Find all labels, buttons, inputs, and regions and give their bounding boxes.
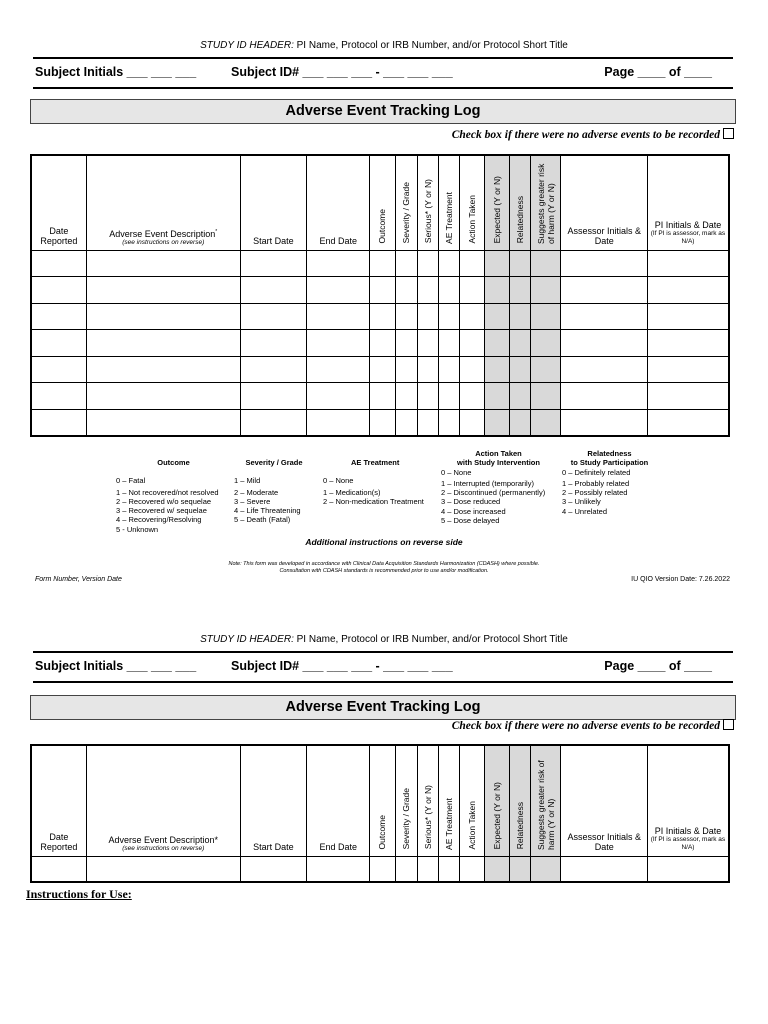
entry-cell[interactable] [240,856,306,882]
entry-cell[interactable] [510,356,531,383]
no-events-check-line [452,719,734,732]
divider [33,651,733,653]
entry-cell[interactable] [561,409,647,436]
study-id-header [0,40,768,51]
col-severity-label: Severity / Grade [401,182,412,244]
legend-item: 1 – Interrupted (temporarily) [441,478,534,488]
col-suggests-harm [531,745,561,856]
entry-cell[interactable] [485,409,510,436]
entry-cell[interactable] [485,356,510,383]
study-id-header-text: PI Name, Protocol or IRB Number, and/or Protocol Short Title [293,40,568,51]
entry-cell[interactable] [647,250,729,277]
entry-cell[interactable] [307,856,370,882]
entry-cell[interactable] [417,856,438,882]
col-date-reported [31,155,86,250]
entry-cell[interactable] [395,409,417,436]
entry-cell[interactable] [561,330,647,357]
col-ae-treatment-label: AE Treatment [443,191,454,244]
entry-cell[interactable] [395,356,417,383]
col-start-date [240,155,306,250]
entry-cell[interactable] [485,277,510,304]
entry-cell[interactable] [459,277,484,304]
entry-cell[interactable] [510,856,531,882]
entry-cell[interactable] [531,383,561,410]
legend-item: 5 - Unknown [116,524,159,534]
additional-instructions: Additional instructions on reverse side [305,537,463,547]
col-ae-description-sub: (see instructions on reverse) [122,844,205,852]
legend-severity-title: Severity / Grade [245,458,303,467]
col-date-reported [31,745,86,856]
entry-cell[interactable] [417,383,438,410]
ae-log-table [30,744,730,883]
col-ae-description: Adverse Event Description* (see instructions on reverse) [86,745,240,856]
col-start-date-label: Start Date [253,841,294,852]
col-ae-treatment [438,155,459,250]
entry-cell[interactable] [417,330,438,357]
entry-cell[interactable] [240,303,306,330]
entry-cell[interactable] [647,856,729,882]
subject-line [35,655,732,677]
entry-cell[interactable] [647,330,729,357]
entry-cell[interactable] [307,383,370,410]
legend-item: 1 – Mild [234,476,261,486]
entry-cell[interactable] [647,303,729,330]
legend-item: 1 – Medication(s) [323,487,381,497]
entry-cell[interactable] [531,277,561,304]
entry-cell[interactable] [86,277,240,304]
legend-severity [234,458,314,525]
col-expected [485,155,510,250]
col-action-taken [459,155,484,250]
col-outcome-label: Outcome [377,209,388,244]
no-events-checkbox[interactable] [723,128,734,139]
legend-treatment [323,458,433,506]
legend-item: 0 – None [323,476,354,486]
col-ae-description-sub: (see instructions on reverse) [122,238,205,246]
col-end-date [307,745,370,856]
col-serious-label: Serious* (Y or N) [422,179,433,244]
legend-item: 4 – Dose increased [441,506,506,516]
col-outcome [370,155,395,250]
no-events-check-line [452,128,734,141]
page-number-field[interactable]: Page ____ of ____ [604,65,712,79]
col-serious [417,155,438,250]
study-id-header-label: STUDY ID HEADER: [200,40,294,51]
col-suggests-harm-label: Suggests greater risk of harm (Y or N) [535,759,556,850]
entry-cell[interactable] [531,330,561,357]
entry-cell[interactable] [510,330,531,357]
legend-item: 4 – Recovering/Resolving [116,515,202,525]
entry-cell[interactable] [395,856,417,882]
legend-item: 0 – None [441,467,472,477]
legend-item: 5 – Death (Fatal) [234,515,291,525]
col-pi-initials-sub: (If PI is assessor, mark as N/A) [650,229,726,245]
col-pi-initials [647,155,729,250]
entry-cell[interactable] [307,409,370,436]
entry-cell[interactable] [459,409,484,436]
entry-cell[interactable] [307,277,370,304]
legend-outcome-title: Outcome [157,458,190,467]
legend-outcome [116,458,231,534]
legend-relatedness [562,449,657,516]
entry-cell[interactable] [531,303,561,330]
entry-cell[interactable] [647,409,729,436]
col-action-taken-label: Action Taken [466,800,477,850]
entry-cell[interactable] [31,856,86,882]
entry-cell[interactable] [370,277,395,304]
col-suggests-harm [531,155,561,250]
col-ae-description-label: Adverse Event Description [109,228,216,239]
legend-item: 0 – Definitely related [562,467,631,477]
legend-item: 2 – Possibly related [562,488,628,498]
legend-item: 0 – Fatal [116,476,146,486]
col-expected-label: Expected (Y or N) [492,176,503,244]
col-relatedness-label: Relatedness [515,802,526,850]
entry-cell[interactable] [240,409,306,436]
legend-item: 3 – Severe [234,496,271,506]
legend-item: 1 – Not recovered/not resolved [116,487,219,497]
entry-cell[interactable] [417,303,438,330]
divider [33,681,733,683]
entry-cell[interactable] [438,250,459,277]
entry-cell[interactable] [459,383,484,410]
no-events-label: Check box if there were no adverse events to be recorded [451,129,720,141]
col-end-date-label: End Date [319,841,357,852]
entry-cell[interactable] [395,277,417,304]
entry-cell[interactable] [86,303,240,330]
study-id-header-text: PI Name, Protocol or IRB Number, and/or Protocol Short Title [293,634,568,645]
cdash-note-line-2: Consultation with CDASH standards is recommended prior to use and/or modification. [279,568,489,574]
entry-cell[interactable] [240,330,306,357]
col-outcome-label: Outcome [377,815,388,850]
entry-cell[interactable] [240,356,306,383]
col-relatedness [510,745,531,856]
col-action-taken [459,745,484,856]
entry-cell[interactable] [31,409,86,436]
entry-cell[interactable] [86,330,240,357]
col-severity [395,155,417,250]
cdash-note [0,561,768,575]
col-severity [395,745,417,856]
table-row [31,383,729,410]
entry-cell[interactable] [647,383,729,410]
col-start-date [240,745,306,856]
subject-initials-field[interactable]: Subject Initials ___ ___ ___ [35,659,197,673]
form-number: Form Number, Version Date [35,576,122,583]
col-date-reported-label: Date Reported [40,225,78,246]
study-id-header [0,634,768,645]
entry-cell[interactable] [395,303,417,330]
legend-item: 3 – Unlikely [562,497,601,507]
table-row [31,277,729,304]
col-assessor-label: Assessor Initials & Date [567,831,641,852]
legend-item: 2 – Non-medication Treatment [323,496,424,506]
entry-cell[interactable] [438,409,459,436]
col-start-date-label: Start Date [253,235,294,246]
entry-cell[interactable] [531,409,561,436]
study-id-header-label: STUDY ID HEADER: [200,634,294,645]
entry-cell[interactable] [459,250,484,277]
page-number-field[interactable]: Page ____ of ____ [604,659,712,673]
entry-cell[interactable] [31,250,86,277]
subject-id-field[interactable]: Subject ID# ___ ___ ___ - ___ ___ ___ [231,659,453,673]
col-severity-label: Severity / Grade [401,788,412,850]
col-ae-treatment-label: AE Treatment [443,797,454,850]
col-relatedness-label: Relatedness [515,196,526,244]
entry-cell[interactable] [86,250,240,277]
entry-cell[interactable] [438,383,459,410]
legend-item: 3 – Recovered w/ sequelae [116,506,207,516]
entry-cell[interactable] [510,277,531,304]
entry-cell[interactable] [485,303,510,330]
col-expected-label: Expected (Y or N) [492,782,503,850]
entry-cell[interactable] [370,856,395,882]
subject-initials-field[interactable]: Subject Initials ___ ___ ___ [35,65,197,79]
entry-cell[interactable] [370,409,395,436]
legend-item: 2 – Moderate [234,487,279,497]
entry-cell[interactable] [417,277,438,304]
ae-log-table [30,154,730,437]
entry-cell[interactable] [417,250,438,277]
entry-cell[interactable] [459,330,484,357]
entry-cell[interactable] [86,409,240,436]
entry-cell[interactable] [531,250,561,277]
col-expected [485,745,510,856]
entry-cell[interactable] [510,383,531,410]
entry-cell[interactable] [417,409,438,436]
entry-cell[interactable] [86,856,240,882]
entry-cell[interactable] [459,856,484,882]
legend-action-title-1: Action Taken [475,449,522,458]
entry-cell[interactable] [240,277,306,304]
table-header-row [31,745,729,856]
entry-cell[interactable] [531,356,561,383]
col-end-date-label: End Date [319,235,357,246]
col-ae-treatment [438,745,459,856]
col-serious [417,745,438,856]
form-title: Adverse Event Tracking Log [30,99,736,124]
legend-item: 2 – Discontinued (permanently) [441,488,546,498]
legend-relatedness-title-2: to Study Participation [570,458,649,468]
entry-cell[interactable] [485,383,510,410]
legend-item: 1 – Probably related [562,478,630,488]
legend-relatedness-title-1: Relatedness [587,449,632,458]
col-suggests-harm-label: Suggests greater risk of harm (Y or N) [535,163,556,244]
entry-cell[interactable] [510,409,531,436]
col-pi-initials-label: PI Initials & Date [654,825,722,836]
entry-cell[interactable] [561,383,647,410]
entry-cell[interactable] [370,330,395,357]
legend-action-title-2: with Study Intervention [457,458,540,468]
entry-cell[interactable] [86,383,240,410]
version-date: IU QIO Version Date: 7.26.2022 [631,576,730,583]
col-end-date [307,155,370,250]
entry-cell[interactable] [395,250,417,277]
col-relatedness [510,155,531,250]
entry-cell[interactable] [531,856,561,882]
subject-id-field[interactable]: Subject ID# ___ ___ ___ - ___ ___ ___ [231,65,453,79]
col-ae-description-label: Adverse Event Description [108,834,215,845]
entry-cell[interactable] [417,356,438,383]
legend-item: 5 – Dose delayed [441,516,500,526]
entry-cell[interactable] [31,303,86,330]
entry-cell[interactable] [307,330,370,357]
entry-cell[interactable] [307,250,370,277]
entry-cell[interactable] [307,356,370,383]
entry-cell[interactable] [395,330,417,357]
entry-cell[interactable] [485,250,510,277]
entry-cell[interactable] [438,330,459,357]
legend-treatment-title: AE Treatment [351,458,400,467]
entry-cell[interactable] [31,330,86,357]
entry-cell[interactable] [438,303,459,330]
entry-cell[interactable] [31,277,86,304]
entry-cell[interactable] [561,856,647,882]
col-assessor [561,155,647,250]
table-row [31,250,729,277]
col-pi-initials-sub: (If PI is assessor, mark as N/A) [650,835,726,851]
table-header-row [31,155,729,250]
legend-item: 4 – Life Threatening [234,506,301,516]
col-pi-initials-label: PI Initials & Date [654,219,722,230]
entry-cell[interactable] [370,356,395,383]
col-ae-description: Adverse Event Description* (see instructions on reverse) [86,155,240,250]
legend-item: 2 – Recovered w/o sequelae [116,496,212,506]
entry-cell[interactable] [307,303,370,330]
table-row [31,356,729,383]
entry-cell[interactable] [370,303,395,330]
no-events-checkbox[interactable] [723,719,734,730]
table-row [31,303,729,330]
table-row [31,330,729,357]
table-row [31,409,729,436]
entry-cell[interactable] [647,356,729,383]
entry-cell[interactable] [31,383,86,410]
entry-cell[interactable] [438,277,459,304]
entry-cell[interactable] [370,250,395,277]
entry-cell[interactable] [510,250,531,277]
entry-cell[interactable] [459,303,484,330]
col-action-taken-label: Action Taken [466,194,477,244]
entry-cell[interactable] [438,356,459,383]
entry-cell[interactable] [459,356,484,383]
col-date-reported-label: Date Reported [40,831,78,852]
entry-cell[interactable] [485,330,510,357]
cdash-note-line-1: Note: This form was developed in accordance with Clinical Data Acquisition Standards Harmonization (CDASH) where possible. [228,561,540,567]
entry-cell[interactable] [240,250,306,277]
no-events-label: Check box if there were no adverse events to be recorded [451,720,720,732]
divider [33,87,733,89]
entry-cell[interactable] [561,277,647,304]
entry-cell[interactable] [561,303,647,330]
subject-line [35,61,732,83]
entry-cell[interactable] [510,303,531,330]
col-assessor [561,745,647,856]
divider [33,57,733,59]
entry-cell[interactable] [31,356,86,383]
legend-item: 3 – Dose reduced [441,497,501,507]
entry-cell[interactable] [395,383,417,410]
entry-cell[interactable] [370,383,395,410]
entry-cell[interactable] [438,856,459,882]
entry-cell[interactable] [240,383,306,410]
col-assessor-label: Assessor Initials & Date [567,225,641,246]
form-title: Adverse Event Tracking Log [30,695,736,720]
entry-cell[interactable] [561,356,647,383]
entry-cell[interactable] [86,356,240,383]
entry-cell[interactable] [647,277,729,304]
table-row [31,856,729,882]
instructions-heading: Instructions for Use: [26,887,132,901]
legend-action [441,449,556,525]
col-outcome [370,745,395,856]
col-serious-label: Serious* (Y or N) [422,785,433,850]
col-pi-initials [647,745,729,856]
entry-cell[interactable] [485,856,510,882]
entry-cell[interactable] [561,250,647,277]
legend-item: 4 – Unrelated [562,506,608,516]
